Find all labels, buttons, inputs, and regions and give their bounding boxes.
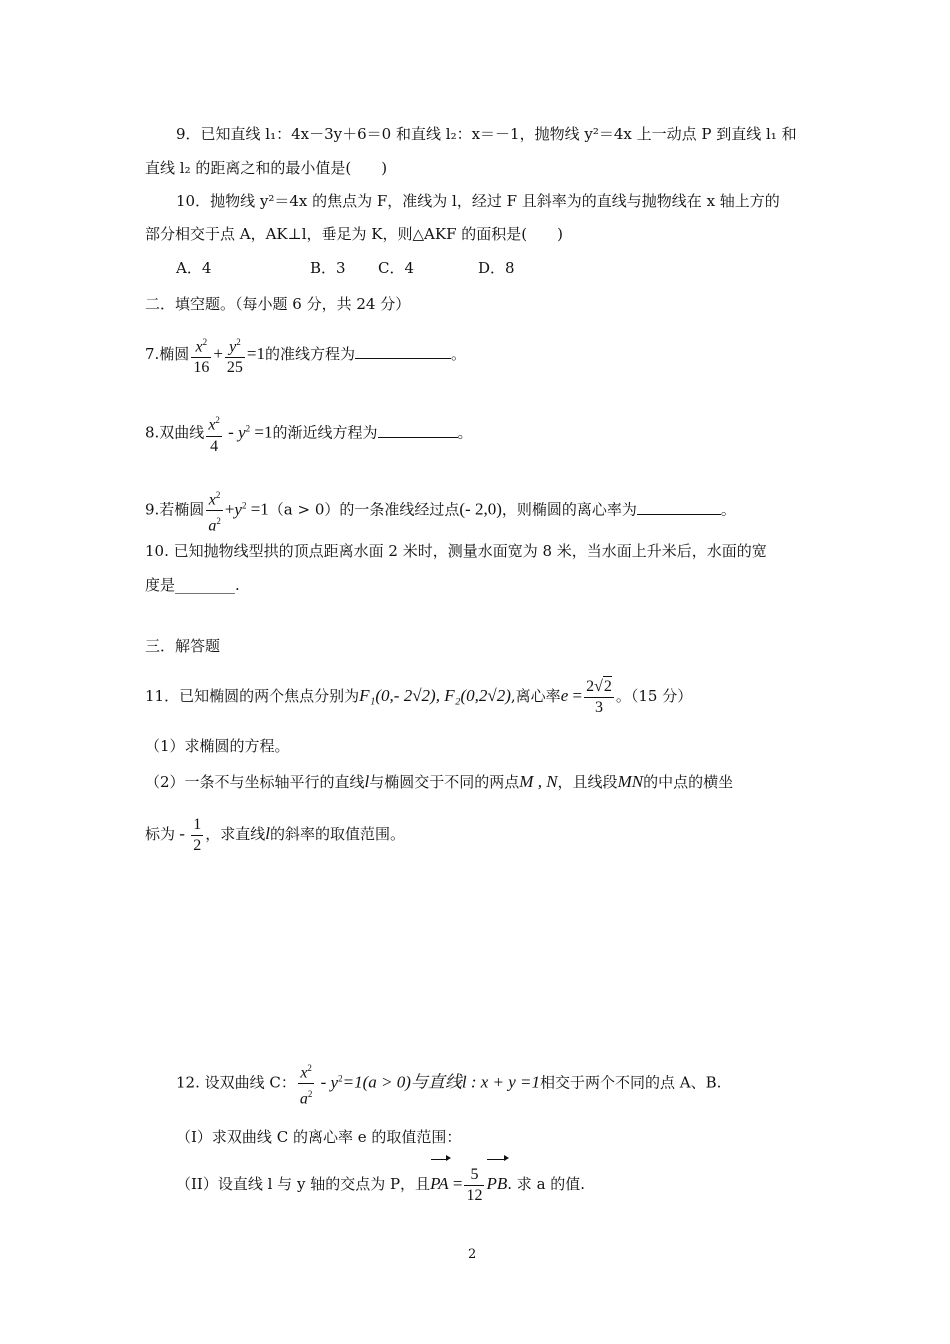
fill7-prefix: 7.椭圆 <box>145 345 190 363</box>
fill8-frac: $\frac{x^2}{4}$ <box>208 415 220 455</box>
fill8-answer-blank <box>378 423 458 438</box>
q12-equation: =1(a > 0)与直线l : x + y =1 <box>342 1072 541 1092</box>
fill9-prefix: 9.若椭圆 <box>145 500 205 519</box>
q11-stem: 11．已知椭圆的两个焦点分别为F₁(0,- 2√2), F₂(0,2√2),离心率e = $\frac{2√2}{3}$ 。（15 分） <box>145 678 693 716</box>
q11-mid: ,离心率 <box>510 687 561 705</box>
fill9: 9.若椭圆 $\frac{x^2}{a^2}$ $+y^2 =1(a > 0)$的一条准线经过点(- 2,0)，则椭圆的离心率为 。 <box>145 481 736 536</box>
q11-line-l: l <box>364 772 370 791</box>
fill7-frac-x: $\frac{x^2}{16}$ <box>193 336 210 377</box>
q11-segment: MN <box>617 772 644 791</box>
fill9-answer-blank <box>637 500 721 515</box>
fill7-suffix: 的准线方程为 <box>265 345 356 363</box>
q10-option-a: A．4 <box>176 259 212 277</box>
q11-part3-c: 的斜率的取值范围。 <box>269 825 405 843</box>
q9-line2: 直线 l₂ 的距离之和的最小值是( ) <box>145 159 388 177</box>
page-number: 2 <box>468 1247 477 1262</box>
fill9-condition: （a > 0）的一条准线经过点 <box>268 500 460 519</box>
fill7-frac-y: $\frac{y^2}{25}$ <box>226 336 243 377</box>
fill8: 8.双曲线 $\frac{x^2}{4}$ - $y^2 =1$的渐近线方程为 。 <box>145 404 473 457</box>
q12-stem: 12. 设双曲线 C： $\frac{x^2}{a^2}$ - $y^2=1(a > 0)$与直线l : x + y =1相交于两个不同的点 A、B. <box>176 1054 721 1109</box>
q12-vector-pb: PB <box>486 1160 507 1208</box>
q11-eccentricity-frac: $\frac{2√2}{3}$ <box>586 678 612 716</box>
q10-option-c: C．4 <box>378 259 415 277</box>
section-fill-in-heading: 二．填空题。（每小题 6 分，共 24 分） <box>145 295 411 313</box>
q11-part3-b: ，求直线 <box>205 825 266 843</box>
q12-vector-pa: PA <box>430 1160 449 1208</box>
q11-half-frac: $\frac{1}{2}$ <box>193 815 202 854</box>
q11-part3-a: 标为 <box>145 825 176 843</box>
q11-prefix: 11．已知椭圆的两个焦点分别为 <box>145 687 360 705</box>
q12-part2-a: （II）设直线 l 与 y 轴的交点为 P，且 <box>176 1175 431 1193</box>
q11-part2-b: 与椭圆交于不同的两点 <box>369 773 520 791</box>
fill9-point: (- 2,0) <box>459 499 502 519</box>
fill10-line1: 10. 已知抛物线型拱的顶点距离水面 2 米时，测量水面宽为 8 米，当水面上升米后，水面的宽 <box>145 542 767 560</box>
fill8-prefix: 8.双曲线 <box>145 423 205 442</box>
q11-score: 。（15 分） <box>615 687 693 705</box>
q11-part2-a: （2）一条不与坐标轴平行的直线 <box>145 773 365 791</box>
q10-option-d: D．8 <box>478 259 515 277</box>
q12-part2: （II）设直线 l 与 y 轴的交点为 P，且PA = $\frac{5}{12}$ PB. 求 a 的值. <box>176 1160 585 1208</box>
section-answer-heading: 三．解答题 <box>145 637 221 655</box>
q11-part2-c: ，且线段 <box>557 773 618 791</box>
q11-part2-cont: 标为 - $\frac{1}{2}$ ，求直线l的斜率的取值范围。 <box>145 815 405 854</box>
q12-part1: （I）求双曲线 C 的离心率 e 的取值范围： <box>176 1128 462 1146</box>
q12-part2-b: . 求 a 的值. <box>507 1175 586 1193</box>
fill7: 7.椭圆 $\frac{x^2}{16}$ + $\frac{y^2}{25}$ =1的准线方程为 。 <box>145 330 466 378</box>
fill9-end: 。 <box>720 500 736 519</box>
q11-part2 <box>145 771 733 793</box>
q10-line1: 10．抛物线 y²＝4x 的焦点为 F，准线为 l，经过 F 且斜率为的直线与抛物线在 x 轴上方的 <box>176 192 780 210</box>
fill9-frac: $\frac{x^2}{a^2}$ <box>208 489 221 535</box>
fill8-end: 。 <box>457 423 473 442</box>
q12-prefix: 12. 设双曲线 C： <box>176 1073 296 1092</box>
q12-ratio-frac: $\frac{5}{12}$ <box>466 1165 483 1204</box>
q11-points: M , N <box>519 772 558 791</box>
fill8-suffix: 的渐近线方程为 <box>272 423 378 442</box>
fill10-line2: 度是________. <box>145 576 240 594</box>
q11-part2-d: 的中点的横坐 <box>643 773 734 791</box>
q11-foci: F₁(0,- 2√2), F₂(0,2√2) <box>359 686 511 705</box>
q12-suffix: 相交于两个不同的点 A、B. <box>540 1073 722 1092</box>
q9-line1: 9．已知直线 l₁：4x－3y＋6＝0 和直线 l₂：x＝－1，抛物线 y²＝4x 上一动点 P 到直线 l₁ 和 <box>176 125 797 143</box>
fill7-answer-blank <box>355 344 451 359</box>
fill9-suffix: ，则椭圆的离心率为 <box>501 500 637 519</box>
q10-line2: 部分相交于点 A，AK⊥l，垂足为 K，则△AKF 的面积是( ) <box>145 225 563 243</box>
q10-option-b: B．3 <box>310 259 346 277</box>
q11-part1: （1）求椭圆的方程。 <box>145 737 290 755</box>
q12-frac: $\frac{x^2}{a^2}$ <box>299 1062 313 1108</box>
fill7-end: 。 <box>451 345 467 363</box>
